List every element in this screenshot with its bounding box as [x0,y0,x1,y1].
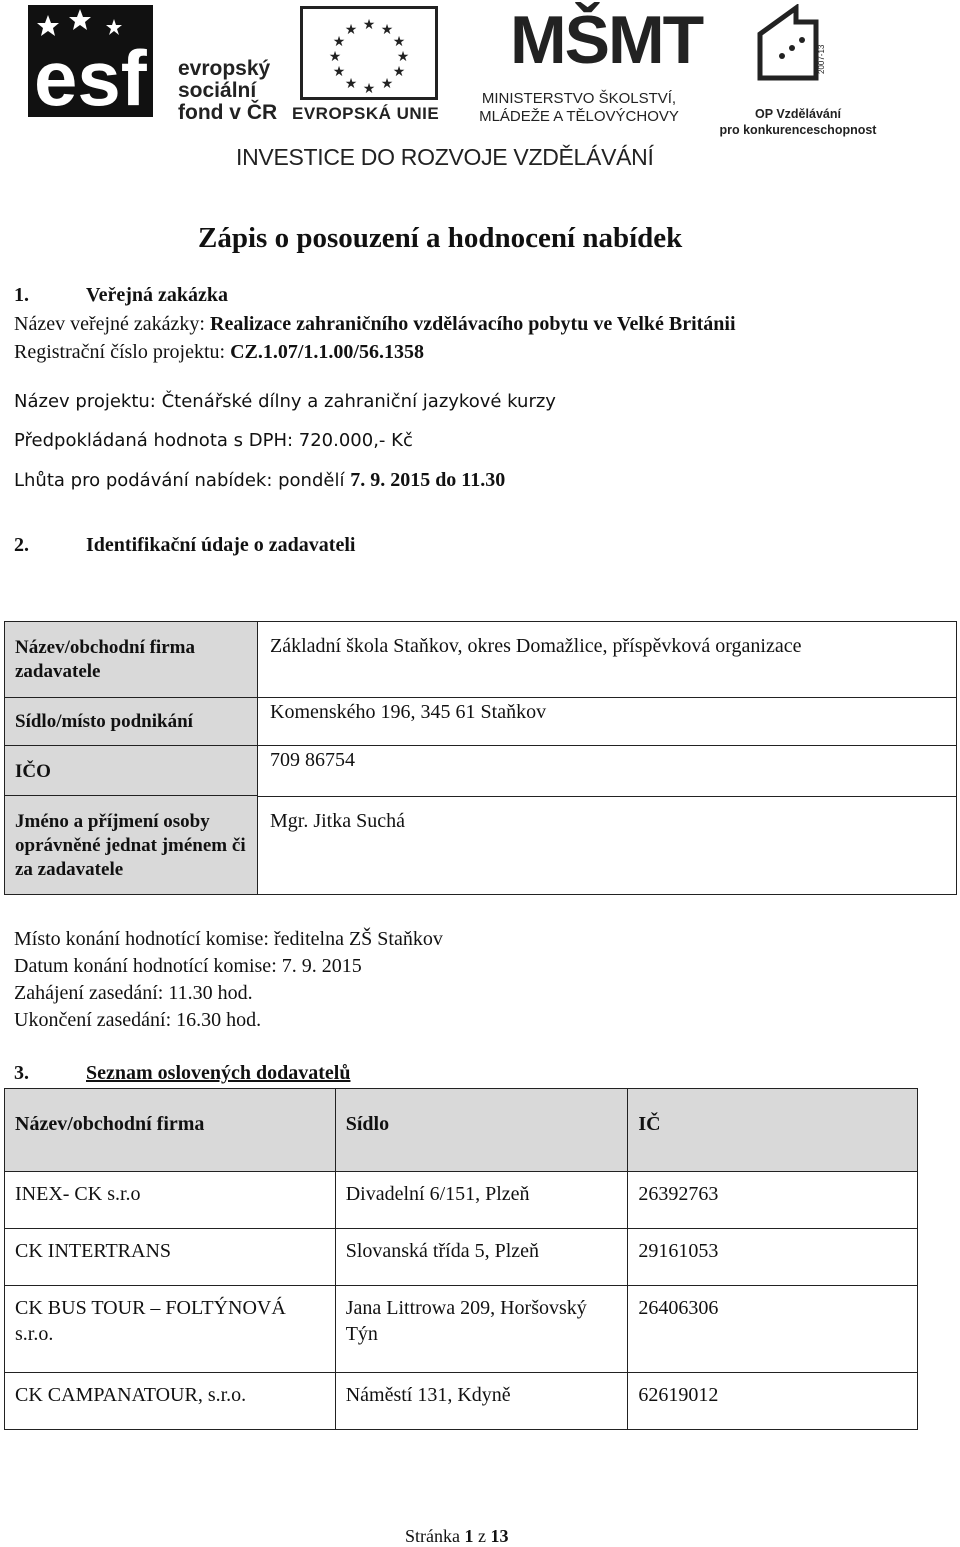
supplier-address: Náměstí 131, Kdyně [335,1373,628,1430]
supplier-address: Divadelní 6/151, Plzeň [335,1172,628,1229]
contracting-authority-table [4,621,957,895]
svg-text:★: ★ [328,49,342,65]
msmt-logo: MŠMT [510,2,703,78]
registration-number: Registrační číslo projektu: CZ.1.07/1.1.00/56.1358 [14,341,424,363]
table-row [5,698,956,746]
svg-text:★: ★ [392,34,406,50]
svg-text:★: ★ [380,76,394,92]
section-1-heading: 1. Veřejná zakázka [14,284,229,306]
row-label: Jméno a příjmení osoby oprávněné jednat jménem či za zadavatele [5,796,258,894]
table-row [5,1373,918,1430]
meeting-end: Ukončení zasedání: 16.30 hod. [14,1009,262,1031]
row-label: Název/obchodní firma zadavatele [5,622,258,698]
meeting-place: Místo konání hodnotící komise: ředitelna ZŠ Staňkov [14,928,443,950]
eu-flag-icon [300,6,438,100]
project-name: Název projektu: Čtenářské dílny a zahraniční jazykové kurzy [14,391,556,412]
column-header: IČ [628,1089,918,1172]
svg-text:★: ★ [344,22,358,38]
column-header: Název/obchodní firma [5,1089,336,1172]
row-value: 709 86754 [270,749,355,771]
svg-text:★: ★ [332,64,346,80]
supplier-id: 62619012 [628,1373,918,1430]
esf-logo [28,5,153,117]
table-row [5,1229,918,1286]
row-label: IČO [5,746,258,796]
supplier-name: INEX- CK s.r.o [5,1172,336,1229]
supplier-address: Slovanská třída 5, Plzeň [335,1229,628,1286]
esf-label: evropský sociální fond v ČR [178,57,278,124]
row-label: Sídlo/místo podnikání [5,698,258,746]
document-title: Zápis o posouzení a hodnocení nabídek [198,222,683,254]
suppliers-table [4,1088,918,1430]
supplier-name: CK INTERTRANS [5,1229,336,1286]
svg-text:★: ★ [380,22,394,38]
svg-text:★: ★ [344,76,358,92]
supplier-name: CK CAMPANATOUR, s.r.o. [5,1373,336,1430]
table-header-row [5,1089,918,1172]
svg-text:2007-13: 2007-13 [817,44,826,74]
section-3-heading: 3. Seznam oslovených dodavatelů [14,1062,351,1084]
meeting-start: Zahájení zasedání: 11.30 hod. [14,982,253,1004]
eu-label: EVROPSKÁ UNIE [292,104,440,123]
msmt-label: MINISTERSTVO ŠKOLSTVÍ, MLÁDEŽE A TĚLOVÝCHOVY [479,90,679,125]
table-row [5,1286,918,1373]
row-value: Komenského 196, 345 61 Staňkov [258,698,956,746]
header-logos [0,0,960,180]
page-footer: Stránka 1 z 13 [405,1526,509,1546]
table-row [5,1172,918,1229]
svg-text:esf: esf [34,34,147,117]
supplier-id: 29161053 [628,1229,918,1286]
op-logo [752,4,834,90]
svg-text:★: ★ [392,64,406,80]
meeting-date: Datum konání hodnotící komise: 7. 9. 2015 [14,955,362,977]
table-row [5,622,956,698]
supplier-id: 26392763 [628,1172,918,1229]
svg-text:★: ★ [332,34,346,50]
supplier-address: Jana Littrowa 209, Horšovský Týn [335,1286,628,1373]
contract-name: Název veřejné zakázky: Realizace zahraničního vzdělávacího pobytu ve Velké Británii [14,313,736,335]
svg-text:★: ★ [362,81,376,97]
op-label: OP Vzdělávání pro konkurenceschopnost [719,107,877,137]
table-row [5,796,956,894]
supplier-id: 26406306 [628,1286,918,1373]
svg-text:★: ★ [362,17,376,33]
row-value: Základní škola Staňkov, okres Domažlice, příspěvková organizace [258,622,956,698]
row-value: Mgr. Jitka Suchá [258,796,956,894]
submission-deadline: Lhůta pro podávání nabídek: pondělí 7. 9. 2015 do 11.30 [14,469,506,491]
column-header: Sídlo [335,1089,628,1172]
estimated-value: Předpokládaná hodnota s DPH: 720.000,- Kč [14,430,413,451]
svg-text:★: ★ [396,49,410,65]
section-2-heading: 2. Identifikační údaje o zadavateli [14,534,356,556]
investment-slogan: INVESTICE DO ROZVOJE VZDĚLÁVÁNÍ [236,144,654,170]
supplier-name: CK BUS TOUR – FOLTÝNOVÁ s.r.o. [5,1286,336,1373]
table-row [5,746,956,796]
